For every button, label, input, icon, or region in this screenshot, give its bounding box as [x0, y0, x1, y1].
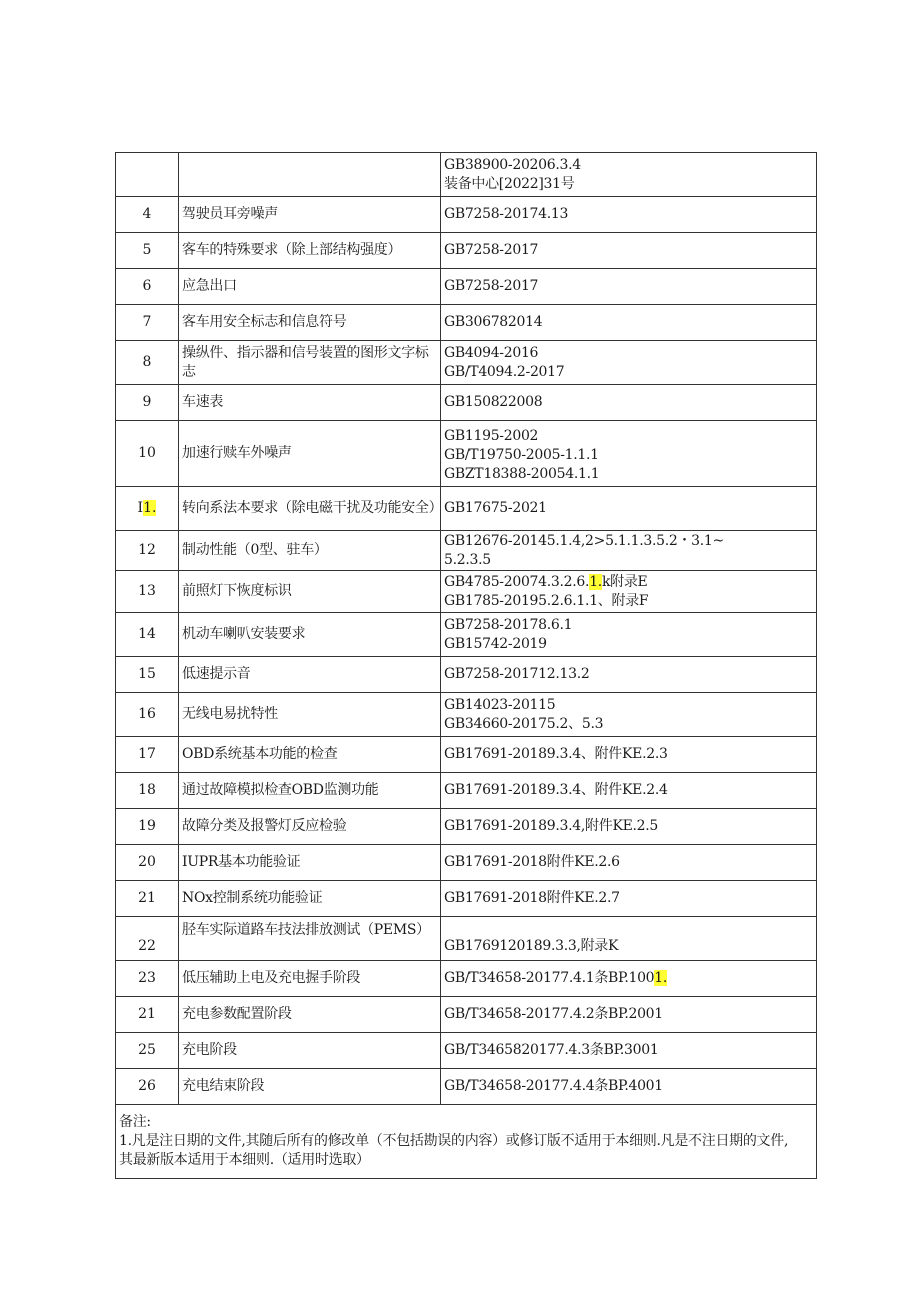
- standard-text: GB/T34658-20177.4.1条BP.100: [444, 970, 655, 986]
- table-row: [116, 269, 817, 305]
- row-number: 14: [116, 613, 179, 657]
- highlighted-text: 1.: [589, 573, 602, 590]
- highlighted-text: 1.: [143, 500, 157, 516]
- standard-ref: [441, 531, 817, 571]
- test-item: 低压辅助上电及充电握手阶段: [179, 961, 441, 997]
- row-number: 16: [116, 693, 179, 737]
- standard-line: GB1769120189.3.3,附录K: [444, 938, 619, 954]
- table-row: [116, 613, 817, 657]
- test-item: 机动车喇叭安装要求: [179, 613, 441, 657]
- standard-ref: [441, 197, 817, 233]
- table-row: [116, 845, 817, 881]
- standard-line: GB/T34658-20177.4.4条BP.4001: [444, 1078, 663, 1094]
- row-number: 18: [116, 773, 179, 809]
- row-number: 12: [116, 531, 179, 571]
- table-row: [116, 197, 817, 233]
- row-number: 22: [116, 917, 179, 961]
- row-number: 9: [116, 385, 179, 421]
- table-row: [116, 1069, 817, 1105]
- row-number: 19: [116, 809, 179, 845]
- standard-line: GB4094-2016: [444, 344, 539, 361]
- test-item: 胫车实际道路车技法排放测试（PEMS）: [179, 917, 441, 961]
- standard-line: GB/T19750-2005-1.1.1: [444, 447, 599, 463]
- standard-line: GB1195-2002: [444, 428, 539, 444]
- standard-ref: [441, 153, 817, 197]
- standard-ref: [441, 233, 817, 269]
- table-row: [116, 997, 817, 1033]
- standard-line: GB7258-20174.13: [444, 206, 569, 222]
- standard-line: GBZT18388-20054.1.1: [444, 466, 600, 482]
- test-item: 无线电易扰特性: [179, 693, 441, 737]
- standard-line: GB1785-20195.2.6.1.1、附录F: [444, 592, 649, 609]
- standard-line: GB34660-20175.2、5.3: [444, 715, 604, 732]
- standard-text: GB4785-20074.3.2.6.: [444, 573, 590, 590]
- row-number: 8: [116, 341, 179, 385]
- standard-line: GB7258-2017: [444, 242, 539, 258]
- row-number: 5: [116, 233, 179, 269]
- standard-line: GB7258-20178.6.1: [444, 616, 573, 633]
- test-item: 车速表: [179, 385, 441, 421]
- standard-ref: [441, 487, 817, 531]
- test-item: 操纵件、指示器和信号装置的图形文字标志: [179, 341, 441, 385]
- test-item: 充电参数配置阶段: [179, 997, 441, 1033]
- standard-ref: [441, 961, 817, 997]
- table-row: [116, 881, 817, 917]
- test-item: 充电阶段: [179, 1033, 441, 1069]
- test-item: 制动性能（0型、驻车）: [179, 531, 441, 571]
- standard-line: GB38900-20206.3.4: [444, 157, 581, 173]
- table-row: [116, 487, 817, 531]
- notes-line: 其最新版本适用于本细则.（适用时选取）: [119, 1152, 370, 1168]
- table-row: [116, 809, 817, 845]
- standard-line: [444, 969, 813, 988]
- row-number-prefix: I: [137, 500, 144, 516]
- table-row: [116, 341, 817, 385]
- test-item: 客车的特殊要求（除上部结构强度）: [179, 233, 441, 269]
- test-item: 加速行赎车外噪声: [179, 421, 441, 487]
- standard-ref: [441, 657, 817, 693]
- highlighted-text: 1.: [654, 970, 668, 986]
- standard-ref: [441, 305, 817, 341]
- standard-line: GB7258-2017: [444, 278, 539, 294]
- test-item: OBD系统基本功能的检查: [179, 737, 441, 773]
- test-item: 驾驶员耳旁噪声: [179, 197, 441, 233]
- standard-line: GB12676-20145.1.4,2>5.1.1.3.5.2・3.1~: [444, 532, 724, 549]
- row-number: 4: [116, 197, 179, 233]
- row-number: [116, 153, 179, 197]
- standard-ref: [441, 421, 817, 487]
- notes-label: 备注:: [119, 1114, 151, 1130]
- test-item: 前照灯下恢度标识: [179, 571, 441, 613]
- standard-line: GB7258-201712.13.2: [444, 666, 590, 682]
- standard-ref: [441, 385, 817, 421]
- notes-line: 1.凡是注日期的文件,其随后所有的修改单（不包括勘误的内容）或修订版不适用于本细则.凡是不注日期的文件,: [119, 1133, 789, 1149]
- table-row: [116, 737, 817, 773]
- standard-ref: [441, 693, 817, 737]
- row-number: 10: [116, 421, 179, 487]
- test-item: [179, 153, 441, 197]
- row-number: 21: [116, 997, 179, 1033]
- standard-line: GB/T3465820177.4.3条BP.3001: [444, 1042, 659, 1058]
- standard-ref: [441, 809, 817, 845]
- table-row: [116, 233, 817, 269]
- table-row: [116, 531, 817, 571]
- standard-line: GB14023-20115: [444, 696, 556, 713]
- standard-ref: [441, 881, 817, 917]
- test-item: 应急出口: [179, 269, 441, 305]
- row-number: 17: [116, 737, 179, 773]
- row-number: [116, 487, 179, 531]
- standard-ref: [441, 613, 817, 657]
- standard-line: GB17691-2018附件KE.2.7: [444, 890, 620, 906]
- table-row: [116, 421, 817, 487]
- standard-ref: [441, 341, 817, 385]
- row-number: 25: [116, 1033, 179, 1069]
- standard-text: k附录E: [601, 573, 648, 590]
- table-row: [116, 917, 817, 961]
- row-number: 15: [116, 657, 179, 693]
- standards-table: [115, 152, 817, 1179]
- row-number: 26: [116, 1069, 179, 1105]
- standard-line: 装备中心[2022]31号: [444, 176, 575, 192]
- test-item: 通过故障模拟检查OBD监测功能: [179, 773, 441, 809]
- table-row: [116, 385, 817, 421]
- standard-line: GB150822008: [444, 394, 543, 410]
- standard-line: [444, 573, 813, 592]
- table-row: [116, 305, 817, 341]
- row-number: 21: [116, 881, 179, 917]
- table-row: [116, 693, 817, 737]
- standard-ref: [441, 571, 817, 613]
- standard-ref: [441, 845, 817, 881]
- standard-line: GB/T4094.2-2017: [444, 363, 565, 380]
- standard-line: GB17691-2018附件KE.2.6: [444, 854, 620, 870]
- standard-line: GB17691-20189.3.4,附件KE.2.5: [444, 818, 659, 834]
- row-number: 13: [116, 571, 179, 613]
- standard-ref: [441, 269, 817, 305]
- standard-ref: [441, 917, 817, 961]
- standard-line: 5.2.3.5: [444, 551, 491, 568]
- test-item: 低速提示音: [179, 657, 441, 693]
- standard-line: GB/T34658-20177.4.2条BP.2001: [444, 1006, 663, 1022]
- table-row: [116, 1033, 817, 1069]
- row-number: 6: [116, 269, 179, 305]
- row-number: 20: [116, 845, 179, 881]
- test-item: 转向系法本要求（除电磁干扰及功能安全）: [179, 487, 441, 531]
- standard-line: GB17691-20189.3.4、附件KE.2.3: [444, 746, 668, 762]
- test-item: 故障分类及报警灯反应检验: [179, 809, 441, 845]
- standard-line: GB306782014: [444, 314, 543, 330]
- standard-ref: [441, 737, 817, 773]
- standard-ref: [441, 1069, 817, 1105]
- test-item: 客车用安全标志和信息符号: [179, 305, 441, 341]
- standard-ref: [441, 773, 817, 809]
- test-item: IUPR基本功能验证: [179, 845, 441, 881]
- row-number: 23: [116, 961, 179, 997]
- test-item: 充电结束阶段: [179, 1069, 441, 1105]
- notes-cell: [116, 1105, 817, 1179]
- row-number: 7: [116, 305, 179, 341]
- standard-ref: [441, 1033, 817, 1069]
- notes-row: [116, 1105, 817, 1179]
- standard-line: GB15742-2019: [444, 635, 547, 652]
- test-item: NOx控制系统功能验证: [179, 881, 441, 917]
- table-row: [116, 571, 817, 613]
- table-row: [116, 961, 817, 997]
- table-row: [116, 657, 817, 693]
- standard-ref: [441, 997, 817, 1033]
- standard-line: GB17691-20189.3.4、附件KE.2.4: [444, 782, 668, 798]
- standard-line: GB17675-2021: [444, 500, 547, 516]
- table-row: [116, 153, 817, 197]
- table-row: [116, 773, 817, 809]
